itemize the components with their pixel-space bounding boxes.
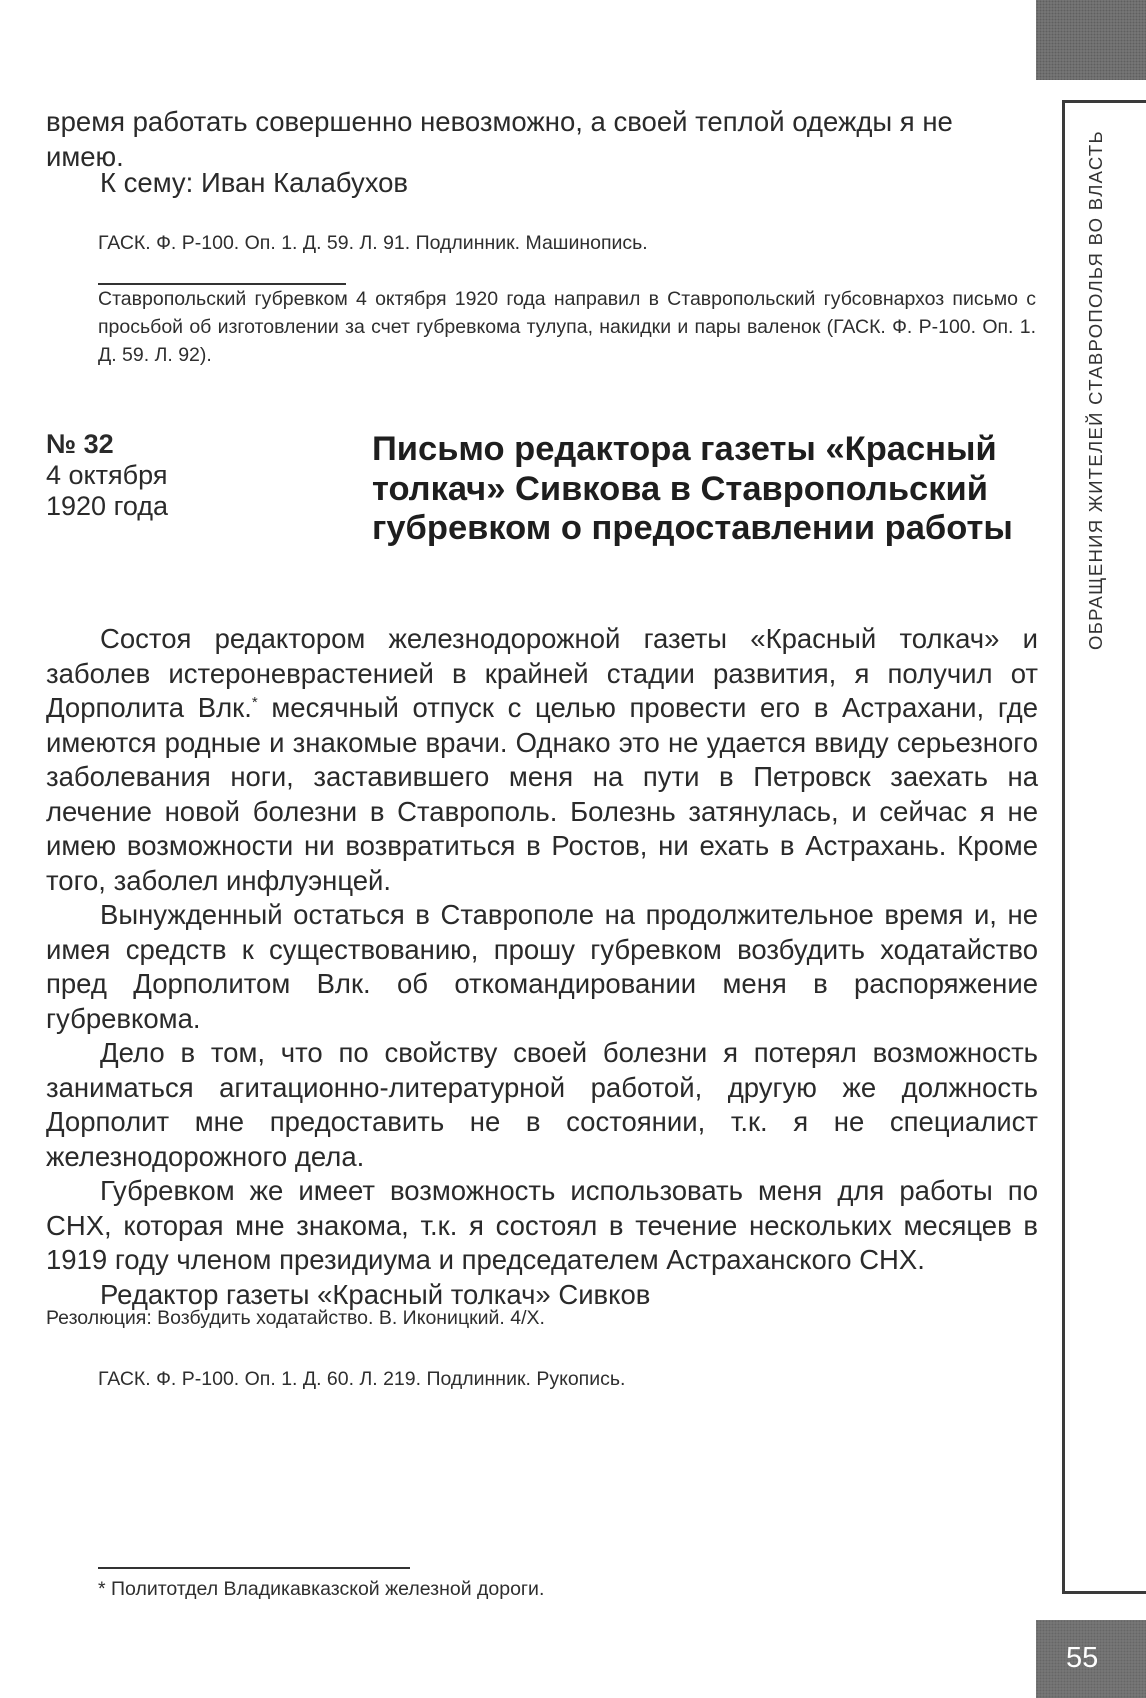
section-title-text: ОБРАЩЕНИЯ ЖИТЕЛЕЙ СТАВРОПОЛЬЯ ВО ВЛАСТЬ xyxy=(1085,130,1106,650)
letter-signature: Редактор газеты «Красный толкач» Сивков xyxy=(100,1278,651,1310)
document-date-line1: 4 октября xyxy=(46,460,168,490)
prev-doc-signature: К сему: Иван Калабухов xyxy=(100,167,409,198)
page-number: 55 xyxy=(1066,1642,1099,1674)
page-number-tab xyxy=(1036,1620,1146,1698)
document-title: Письмо редактора газеты «Красный толкач» Сивкова в Ставропольский губревком о предоставлении работы xyxy=(372,430,1013,547)
footnote-divider xyxy=(98,1567,410,1569)
resolution: Резолюция: Возбудить ходатайство. В. Иконицкий. 4/X. xyxy=(46,1307,545,1329)
prev-doc-source: ГАСК. Ф. Р-100. Оп. 1. Д. 59. Л. 91. Подлинник. Машинопись. xyxy=(98,232,648,254)
document-date-line2: 1920 года xyxy=(46,491,169,521)
document-number-block xyxy=(46,428,168,522)
document-body xyxy=(46,622,1038,1312)
footnote: * Политотдел Владикавказской железной дороги. xyxy=(98,1578,545,1600)
document-source: ГАСК. Ф. Р-100. Оп. 1. Д. 60. Л. 219. Подлинник. Рукопись. xyxy=(98,1368,626,1390)
paragraph-1: Состоя редактором железнодорожной газеты «Красный толкач» и заболев истероневрастенией в крайней стадии развития, я получил от Дорполита Влк.* месячный отпуск с целью провести его в Астрахани, где имеются родные и знакомые врачи. Однако это не удается ввиду серьезного заболевания ноги, заставившего меня на пути в Петровск заехать на лечение новой болезни в Ставрополь. Болезнь затянулась, и сейчас я не имею возможности ни возвратиться в Ростов, ни ехать в Астрахань. Кроме того, заболел инфлуэнцей. xyxy=(46,623,1038,896)
document-number: № 32 xyxy=(46,429,114,459)
prev-doc-note: Ставропольский губревком 4 октября 1920 года направил в Ставропольский губсовнархоз письмо с просьбой об изготовлении за счет губревкома тулупа, накидки и пары валенок (ГАСК. Ф. Р-100. Оп. 1. Д. 59. Л. 92). xyxy=(98,288,1036,366)
paragraph-3: Дело в том, что по свойству своей болезни я потерял возможность заниматься агитационно-литературной работой, другую же должность Дорполит мне предоставить не в состоянии, т.к. я не специалист железнодорожного дела. xyxy=(46,1037,1038,1172)
paragraph-4: Губревком же имеет возможность использовать меня для работы по СНХ, которая мне знакома, т.к. я состоял в течение нескольких месяцев в 1919 году членом президиума и председателем Астраханского СНХ. xyxy=(46,1175,1038,1275)
top-corner-tab xyxy=(1036,0,1146,80)
paragraph-2: Вынужденный остаться в Ставрополе на продолжительное время и, не имея средств к существованию, прошу губревком возбудить ходатайство пред Дорполитом Влк. об откомандировании меня в распоряжение губревкома. xyxy=(46,899,1038,1034)
footnote-mark: * xyxy=(251,693,258,711)
prev-doc-text: время работать совершенно невозможно, а своей теплой одежды я не имею. xyxy=(46,106,953,172)
